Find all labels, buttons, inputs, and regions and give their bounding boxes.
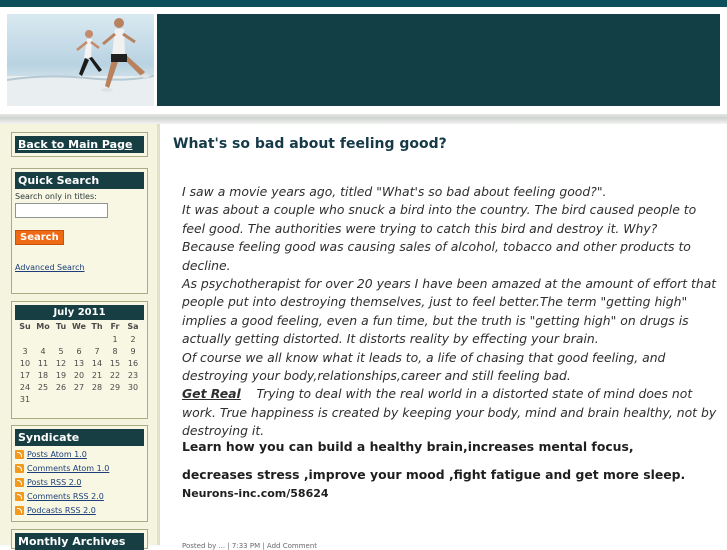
back-box [11,132,148,157]
calendar-day [88,393,106,405]
post-title: What's so bad about feeling good? [173,136,447,152]
get-real-text: Trying to deal with the real world in a distorted state of mind does not work. True happiness is created by keeping your body, mind and brain healthy, not by destroying it. [182,386,717,439]
calendar-day [70,333,88,345]
main-content [160,124,727,550]
calendar-day: 19 [55,370,67,380]
promo-text: decreases stress ,improve your mood ,fight fatigue and get more sleep. [182,467,686,482]
calendar-day-header: Su [19,322,31,331]
calendar-day: 28 [91,382,103,392]
calendar-day: 5 [58,346,64,356]
feed-link[interactable]: Podcasts RSS 2.0 [27,506,96,515]
back-to-main-link[interactable]: Back to Main Page [18,138,133,151]
post-paragraph: Of course we all know what it leads to, a life of chasing that good feeling, and destroying your body,relationships,career and still feeling bad. [182,349,666,384]
calendar-day [124,393,142,405]
calendar-day [34,333,52,345]
calendar-box [11,301,148,419]
calendar-week [16,333,142,345]
promo-line-2 [182,466,722,503]
calendar-day: 11 [37,358,49,368]
calendar-day-header: Fr [110,322,120,331]
get-real-link[interactable]: Get Real [182,386,241,402]
back-title [15,136,144,153]
advanced-search-link[interactable]: Advanced Search [15,263,85,272]
calendar-day-header: Tu [55,322,67,331]
calendar-week [16,369,142,381]
calendar-day: 8 [112,346,118,356]
feed-link[interactable]: Posts Atom 1.0 [27,450,87,459]
neurons-link[interactable]: Neurons-inc.com/58624 [182,487,329,500]
calendar-title: July 2011 [15,305,144,320]
calendar-table [16,320,142,405]
calendar-week [16,345,142,357]
header-separator [0,114,727,124]
calendar-day: 18 [37,370,49,380]
calendar-day: 31 [19,394,31,404]
calendar-day [106,393,124,405]
runners-photo [7,14,154,106]
promo-line-1: Learn how you can build a healthy brain,increases mental focus, [182,439,634,454]
calendar-day: 30 [127,382,139,392]
header-banner [157,14,720,106]
top-bar [0,0,727,7]
syndicate-title: Syndicate [15,429,144,446]
quick-search-box [11,168,148,294]
rss-icon [15,492,24,501]
calendar-day [52,393,70,405]
calendar-day-header: Th [91,322,103,331]
calendar-day: 17 [19,370,31,380]
calendar-day-header: Mo [36,322,50,331]
feed-item[interactable] [15,477,147,488]
calendar-day: 12 [55,358,67,368]
calendar-day: 20 [73,370,85,380]
calendar-day [34,393,52,405]
calendar-day [88,333,106,345]
feed-item[interactable] [15,505,147,516]
search-input[interactable] [15,203,108,218]
calendar-day: 13 [73,358,85,368]
calendar-week [16,381,142,393]
calendar-day: 14 [91,358,103,368]
calendar-day: 21 [91,370,103,380]
calendar-day: 27 [73,382,85,392]
calendar-day: 1 [112,334,118,344]
feed-item[interactable] [15,449,147,460]
post-paragraph: I saw a movie years ago, titled "What's so bad about feeling good?". [182,184,607,199]
calendar-day: 3 [22,346,28,356]
post-footer-meta: Posted by ... | 7:33 PM | Add Comment [182,542,318,550]
feed-item[interactable] [15,491,147,502]
feed-item[interactable] [15,463,147,474]
archives-box [11,529,148,549]
calendar-day [52,333,70,345]
calendar-day [70,393,88,405]
header-photo [7,14,154,106]
rss-icon [15,450,24,459]
calendar-week [16,357,142,369]
search-label: Search only in titles: [15,192,97,201]
rss-icon [15,506,24,515]
post-paragraph: Because feeling good was causing sales of alcohol, tobacco and other products to decline. [182,239,691,273]
calendar-day: 10 [19,358,31,368]
calendar-day: 9 [130,346,136,356]
calendar-day-header: We [72,322,86,331]
calendar-day [16,333,34,345]
post-paragraph [182,385,722,440]
search-button[interactable]: Search [15,230,64,245]
calendar-day: 23 [127,370,139,380]
feed-link[interactable]: Comments Atom 1.0 [27,464,110,473]
calendar-day: 22 [109,370,121,380]
quick-search-title: Quick Search [15,172,144,189]
calendar-day: 6 [76,346,82,356]
sidebar [0,124,160,548]
syndicate-box [11,425,148,522]
feed-link[interactable]: Posts RSS 2.0 [27,478,82,487]
calendar-day: 29 [109,382,121,392]
calendar-day: 26 [55,382,67,392]
calendar-day-header: Sa [127,322,139,331]
calendar-day: 4 [40,346,46,356]
calendar-day: 2 [130,334,136,344]
post-body [182,183,722,441]
rss-icon [15,478,24,487]
calendar-day: 15 [109,358,121,368]
feed-link[interactable]: Comments RSS 2.0 [27,492,104,501]
calendar-day: 24 [19,382,31,392]
archives-title: Monthly Archives [15,533,144,550]
post-paragraph: As psychotherapist for over 20 years I have been amazed at the amount of effort that people put into destroying themselves, just to feel better.The term "getting high" implies a good feeling, even a fun time, but the truth is "getting high" on drugs is actually getting distorted. It distorts reality by effecting your brain. [182,276,717,347]
calendar-day: 25 [37,382,49,392]
rss-icon [15,464,24,473]
calendar-day: 7 [94,346,100,356]
calendar-header-row [16,320,142,333]
post-paragraph: It was about a couple who snuck a bird into the country. The bird caused people to feel good. The authorities were trying to catch this bird and destroy it. Why? [182,202,697,236]
calendar-week [16,393,142,405]
calendar-day: 16 [127,358,139,368]
